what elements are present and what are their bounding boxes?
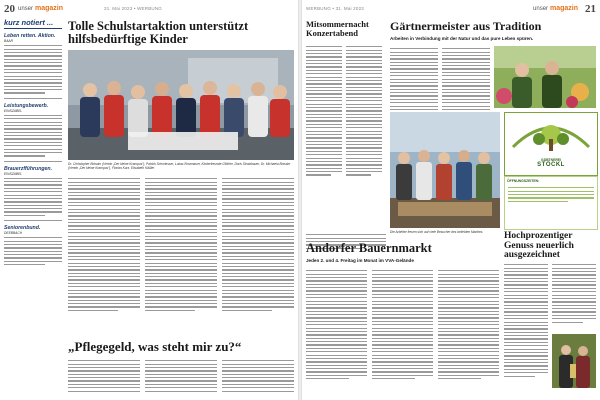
ad-info-box bbox=[504, 176, 598, 230]
market-column-2 bbox=[372, 268, 433, 382]
brand-logo bbox=[533, 5, 578, 12]
article-column-2 bbox=[145, 176, 217, 313]
lower-article-column-2 bbox=[145, 358, 217, 394]
sidebar-heading: kurz notiert ... bbox=[4, 18, 62, 29]
genuss-headline: Hochprozentiger Genuss neuerlich ausgezeichnet bbox=[504, 231, 574, 261]
left-page-header bbox=[4, 3, 294, 17]
market-photo-illustration bbox=[390, 112, 500, 228]
page-number: 20 bbox=[4, 3, 15, 15]
concert-column-2 bbox=[346, 44, 382, 178]
header-date: WERBUNG • 31. Mai 2023 bbox=[306, 6, 364, 11]
sidebar-item-title: Leben retten. Aktion. bbox=[4, 33, 56, 39]
right-page-header bbox=[306, 3, 596, 17]
sidebar-text-block bbox=[4, 115, 62, 157]
ad-info-lines bbox=[505, 187, 597, 202]
sidebar-item-place: EINSZABEL bbox=[4, 171, 23, 176]
market-headline: Andorfer Bauernmarkt bbox=[306, 241, 432, 255]
ad-logo-graphic bbox=[505, 113, 597, 153]
award-photo-illustration bbox=[552, 334, 596, 388]
ad-hours-title: ÖFFNUNGSZEITEN: bbox=[507, 179, 540, 183]
sidebar-item-place: BAAR bbox=[4, 39, 13, 43]
concert-headline: Mitsommernacht Konzertabend bbox=[306, 19, 369, 38]
group-photo bbox=[68, 50, 294, 160]
sidebar-text-block bbox=[4, 237, 62, 265]
ad-label: GÄRTNEREI bbox=[541, 158, 561, 162]
market-photo-caption: Die Arbeiter freuen sich auf viele Besucher des beliebten Marktes. bbox=[390, 230, 484, 234]
gardener-advertisement bbox=[504, 112, 598, 176]
right-page bbox=[302, 0, 600, 400]
article-column-3 bbox=[222, 176, 294, 313]
market-subheadline: Jeden 2. und 4. Freitag im Monat im VVA-Gelände bbox=[306, 258, 414, 263]
market-column-3 bbox=[438, 268, 499, 382]
article-column-1 bbox=[68, 176, 140, 313]
market-column-1 bbox=[306, 268, 367, 382]
sidebar-item-place: EINSZABEL bbox=[4, 108, 23, 113]
gardener-headline: Gärtnermeister aus Tradition bbox=[390, 19, 542, 33]
lower-article-column-3 bbox=[222, 358, 294, 394]
ad-name: STÖCKL bbox=[537, 162, 565, 168]
sidebar-item-title: Brauerzfführungen. bbox=[4, 165, 53, 172]
group-photo-illustration bbox=[68, 50, 294, 160]
gardener-photo-illustration bbox=[494, 46, 596, 108]
photo-caption: Dr. Christopher Bohaim (Verein „Der kleine Krampus“), Patrick Schmiesser, Lukas Rosenauer, Kinderfreunde Gföhler, Doris Strutzbauer, Dr. Michaela Bohaim (Verein „Der kleine Krampus“), Florian Kurz, Elisabeth Käßler bbox=[68, 162, 291, 170]
genuss-column-1 bbox=[504, 262, 548, 379]
gardener-photo bbox=[494, 46, 596, 108]
page-number: 21 bbox=[585, 3, 596, 15]
concert-column-1 bbox=[306, 44, 342, 178]
header-date: 31. Mai 2023 • WERBUNG bbox=[104, 6, 162, 11]
gardener-subheadline: Arbeiten in Verbindung mit der Natur und das pure Leben spüren. bbox=[390, 36, 534, 41]
brand-logo bbox=[18, 5, 63, 12]
left-page bbox=[0, 0, 298, 400]
main-headline: Tolle Schulstartaktion unterstützt hilfsbedürftige Kinder bbox=[68, 19, 249, 46]
lower-headline: „Pflegegeld, was steht mir zu?“ bbox=[68, 339, 242, 354]
brand-accent: magazin bbox=[549, 5, 578, 12]
sidebar-text-block bbox=[4, 178, 62, 216]
award-photo bbox=[552, 334, 596, 388]
sidebar-item-title: Leistungsbewerb. bbox=[4, 102, 49, 109]
sidebar-text-block bbox=[4, 45, 62, 93]
sidebar-item-place: DEEBBACH bbox=[4, 231, 23, 235]
brand-prefix: unser bbox=[533, 6, 549, 12]
brand-accent: magazin bbox=[34, 5, 63, 12]
brand-prefix: unser bbox=[18, 6, 34, 12]
lower-article-column-1 bbox=[68, 358, 140, 394]
market-photo bbox=[390, 112, 500, 228]
kurz-notiert-sidebar bbox=[4, 18, 62, 396]
genuss-column-2 bbox=[552, 262, 596, 325]
sidebar-item-title: Seniorenbund. bbox=[4, 225, 41, 231]
